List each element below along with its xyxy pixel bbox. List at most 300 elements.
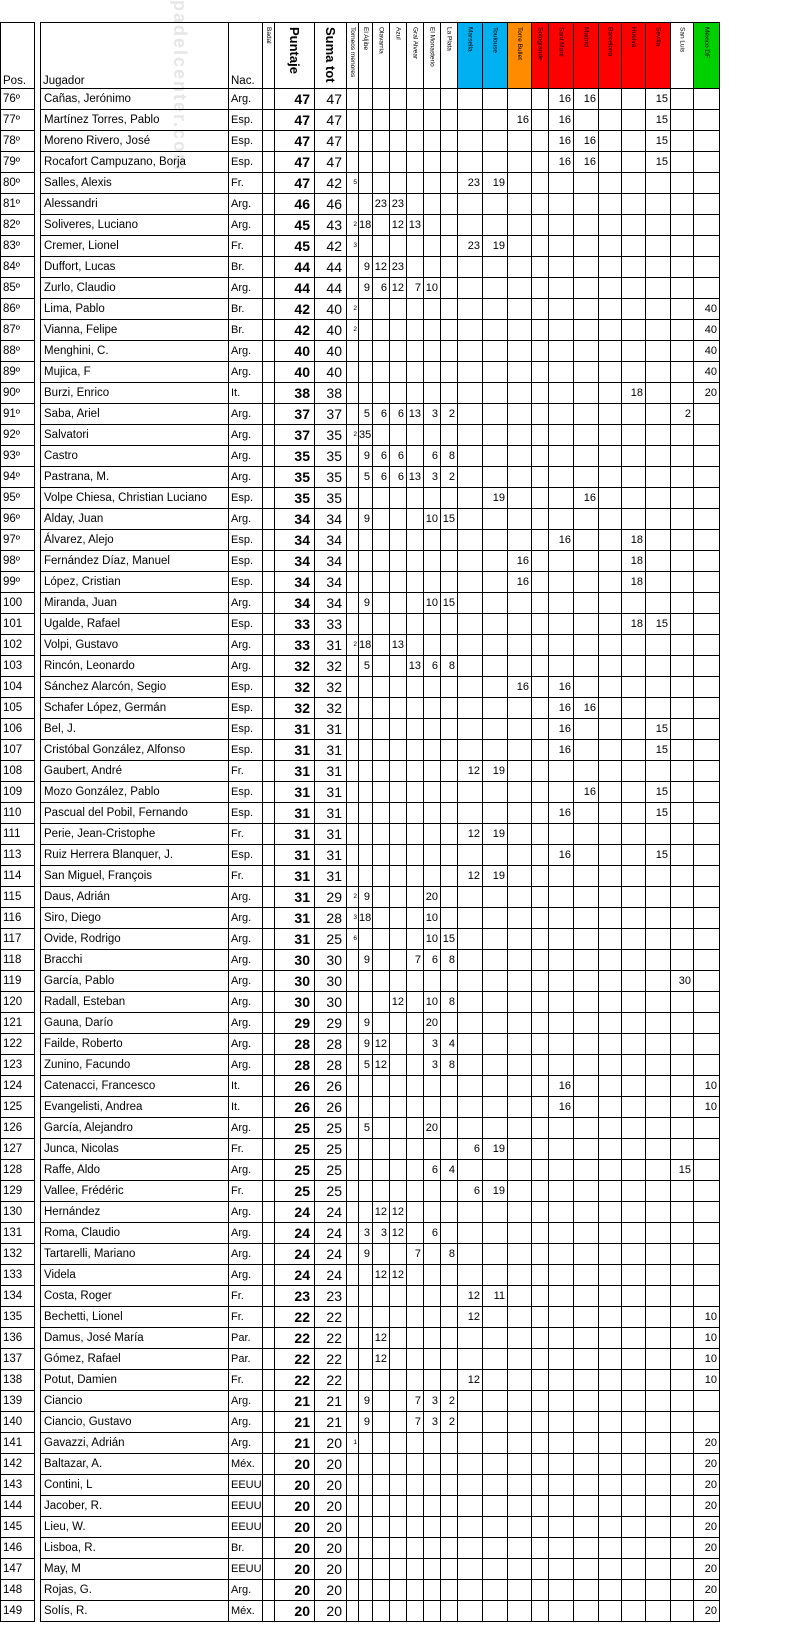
cell-tournament-17 <box>694 173 720 194</box>
cell-puntaje: 20 <box>275 1454 315 1475</box>
cell-tournament-0 <box>347 1391 359 1412</box>
cell-tournament-5 <box>424 803 441 824</box>
cell-tournament-6: 4 <box>441 1160 458 1181</box>
cell-nac: Arg. <box>229 1034 263 1055</box>
cell-tournament-2 <box>373 530 390 551</box>
cell-tournament-15: 15 <box>646 152 671 173</box>
cell-tournament-13 <box>599 1307 622 1328</box>
cell-tournament-10 <box>532 446 549 467</box>
cell-tournament-13 <box>599 194 622 215</box>
cell-tournament-1 <box>359 1307 373 1328</box>
cell-puntaje: 42 <box>275 299 315 320</box>
cell-tournament-7 <box>458 1517 483 1538</box>
cell-tournament-2 <box>373 1097 390 1118</box>
cell-tournament-2: 12 <box>373 1202 390 1223</box>
cell-tournament-8 <box>483 719 508 740</box>
cell-tournament-13 <box>599 929 622 950</box>
cell-jugador: Radall, Esteban <box>41 992 229 1013</box>
cell-nac: Fr. <box>229 173 263 194</box>
cell-tournament-11 <box>549 1391 574 1412</box>
cell-tournament-6: 15 <box>441 509 458 530</box>
cell-tournament-8 <box>483 110 508 131</box>
cell-tournament-12 <box>574 824 599 845</box>
cell-tournament-11 <box>549 614 574 635</box>
cell-tournament-9 <box>508 1307 532 1328</box>
cell-tournament-8: 19 <box>483 173 508 194</box>
cell-tournament-11 <box>549 1517 574 1538</box>
cell-pos: 93º <box>1 446 35 467</box>
cell-tournament-9 <box>508 719 532 740</box>
cell-tournament-6: 2 <box>441 467 458 488</box>
cell-tournament-15 <box>646 1538 671 1559</box>
cell-tournament-6 <box>441 1097 458 1118</box>
cell-tournament-12 <box>574 929 599 950</box>
cell-badg <box>263 1202 275 1223</box>
cell-tournament-5 <box>424 866 441 887</box>
cell-tournament-9 <box>508 1580 532 1601</box>
cell-jugador: Burzi, Enrico <box>41 383 229 404</box>
table-row <box>1 1286 720 1307</box>
cell-tournament-17 <box>694 698 720 719</box>
cell-tournament-13 <box>599 761 622 782</box>
cell-tournament-3 <box>390 131 407 152</box>
cell-nac: Esp. <box>229 698 263 719</box>
cell-tournament-7 <box>458 509 483 530</box>
header-tournament-1: El Aljibe <box>359 23 373 89</box>
cell-jugador: Sánchez Alarcón, Segio <box>41 677 229 698</box>
cell-tournament-7 <box>458 1097 483 1118</box>
table-row <box>1 488 720 509</box>
cell-tournament-16 <box>671 320 694 341</box>
cell-tournament-11: 16 <box>549 152 574 173</box>
cell-tournament-6 <box>441 1286 458 1307</box>
cell-tournament-8 <box>483 1307 508 1328</box>
cell-tournament-7 <box>458 719 483 740</box>
cell-tournament-10 <box>532 908 549 929</box>
cell-tournament-5: 20 <box>424 887 441 908</box>
table-row <box>1 698 720 719</box>
table-row <box>1 257 720 278</box>
cell-tournament-4 <box>407 1223 424 1244</box>
cell-pos: 107 <box>1 740 35 761</box>
cell-tournament-7 <box>458 1160 483 1181</box>
cell-tournament-16 <box>671 698 694 719</box>
cell-tournament-0 <box>347 1538 359 1559</box>
cell-tournament-3 <box>390 887 407 908</box>
cell-puntaje: 31 <box>275 719 315 740</box>
cell-tournament-12 <box>574 887 599 908</box>
cell-suma: 43 <box>315 215 347 236</box>
cell-tournament-7 <box>458 278 483 299</box>
cell-puntaje: 35 <box>275 488 315 509</box>
cell-tournament-6 <box>441 299 458 320</box>
cell-suma: 44 <box>315 257 347 278</box>
cell-tournament-17 <box>694 908 720 929</box>
cell-tournament-3 <box>390 1055 407 1076</box>
table-row <box>1 194 720 215</box>
cell-tournament-6 <box>441 194 458 215</box>
cell-suma: 38 <box>315 383 347 404</box>
cell-tournament-7 <box>458 1013 483 1034</box>
cell-tournament-8 <box>483 551 508 572</box>
cell-tournament-2 <box>373 509 390 530</box>
cell-tournament-10 <box>532 1433 549 1454</box>
cell-badg <box>263 110 275 131</box>
cell-nac: Arg. <box>229 404 263 425</box>
cell-tournament-12 <box>574 1244 599 1265</box>
cell-puntaje: 47 <box>275 152 315 173</box>
cell-tournament-10 <box>532 1118 549 1139</box>
cell-tournament-15 <box>646 1013 671 1034</box>
cell-tournament-1: 9 <box>359 1391 373 1412</box>
cell-nac: Esp. <box>229 131 263 152</box>
cell-tournament-1 <box>359 1433 373 1454</box>
cell-tournament-5 <box>424 1580 441 1601</box>
cell-tournament-10 <box>532 236 549 257</box>
cell-tournament-8 <box>483 635 508 656</box>
cell-puntaje: 22 <box>275 1370 315 1391</box>
cell-puntaje: 37 <box>275 425 315 446</box>
cell-suma: 25 <box>315 929 347 950</box>
cell-tournament-15 <box>646 467 671 488</box>
cell-tournament-12 <box>574 1580 599 1601</box>
table-row <box>1 1559 720 1580</box>
cell-suma: 40 <box>315 341 347 362</box>
cell-tournament-9 <box>508 761 532 782</box>
cell-nac: Fr. <box>229 1307 263 1328</box>
cell-pos: 134 <box>1 1286 35 1307</box>
cell-tournament-3 <box>390 1559 407 1580</box>
cell-tournament-7 <box>458 614 483 635</box>
cell-tournament-4 <box>407 89 424 110</box>
cell-tournament-3 <box>390 698 407 719</box>
cell-tournament-11 <box>549 509 574 530</box>
ranking-table <box>0 22 720 1622</box>
cell-tournament-15 <box>646 887 671 908</box>
cell-tournament-14 <box>622 1013 646 1034</box>
cell-tournament-15 <box>646 698 671 719</box>
cell-tournament-10 <box>532 761 549 782</box>
header-tournament-2: Olavarría <box>373 23 390 89</box>
cell-suma: 25 <box>315 1139 347 1160</box>
cell-tournament-15 <box>646 929 671 950</box>
cell-tournament-13 <box>599 992 622 1013</box>
cell-tournament-0 <box>347 530 359 551</box>
cell-tournament-6 <box>441 1559 458 1580</box>
cell-tournament-4 <box>407 908 424 929</box>
cell-tournament-14 <box>622 782 646 803</box>
cell-tournament-12 <box>574 257 599 278</box>
cell-tournament-3 <box>390 614 407 635</box>
cell-tournament-17 <box>694 278 720 299</box>
cell-tournament-3 <box>390 1181 407 1202</box>
table-row <box>1 866 720 887</box>
cell-tournament-5 <box>424 110 441 131</box>
cell-tournament-17 <box>694 950 720 971</box>
cell-suma: 28 <box>315 1034 347 1055</box>
cell-tournament-11 <box>549 1223 574 1244</box>
cell-puntaje: 23 <box>275 1286 315 1307</box>
cell-tournament-15: 15 <box>646 131 671 152</box>
cell-pos: 145 <box>1 1517 35 1538</box>
cell-tournament-6 <box>441 131 458 152</box>
cell-tournament-3 <box>390 1097 407 1118</box>
cell-pos: 119 <box>1 971 35 992</box>
cell-tournament-3 <box>390 656 407 677</box>
cell-tournament-2 <box>373 698 390 719</box>
cell-tournament-3 <box>390 89 407 110</box>
table-row <box>1 992 720 1013</box>
cell-tournament-9 <box>508 362 532 383</box>
cell-suma: 21 <box>315 1391 347 1412</box>
cell-tournament-16 <box>671 1496 694 1517</box>
cell-tournament-16 <box>671 1559 694 1580</box>
cell-tournament-13 <box>599 1328 622 1349</box>
cell-jugador: Schafer López, Germán <box>41 698 229 719</box>
cell-tournament-7 <box>458 1454 483 1475</box>
cell-jugador: Solís, R. <box>41 1601 229 1622</box>
cell-tournament-16 <box>671 845 694 866</box>
cell-tournament-13 <box>599 173 622 194</box>
cell-tournament-3 <box>390 803 407 824</box>
cell-tournament-15 <box>646 1391 671 1412</box>
header-puntaje: Puntaje <box>275 23 315 89</box>
cell-tournament-5 <box>424 1601 441 1622</box>
cell-tournament-10 <box>532 1328 549 1349</box>
cell-tournament-10 <box>532 1181 549 1202</box>
cell-tournament-0 <box>347 1601 359 1622</box>
cell-tournament-11: 16 <box>549 530 574 551</box>
cell-tournament-1 <box>359 677 373 698</box>
table-row <box>1 761 720 782</box>
cell-tournament-9 <box>508 1160 532 1181</box>
cell-tournament-15 <box>646 971 671 992</box>
cell-tournament-12 <box>574 1181 599 1202</box>
cell-tournament-10 <box>532 1244 549 1265</box>
cell-puntaje: 31 <box>275 887 315 908</box>
cell-tournament-8 <box>483 1076 508 1097</box>
cell-pos: 116 <box>1 908 35 929</box>
cell-tournament-9 <box>508 1244 532 1265</box>
cell-nac: Arg. <box>229 1265 263 1286</box>
cell-tournament-3 <box>390 152 407 173</box>
cell-badg <box>263 1013 275 1034</box>
table-row <box>1 1349 720 1370</box>
cell-tournament-16 <box>671 257 694 278</box>
cell-tournament-0 <box>347 1307 359 1328</box>
cell-tournament-4 <box>407 677 424 698</box>
cell-tournament-1: 9 <box>359 446 373 467</box>
cell-nac: Esp. <box>229 677 263 698</box>
cell-tournament-3: 23 <box>390 257 407 278</box>
cell-tournament-11 <box>549 572 574 593</box>
cell-tournament-0 <box>347 1160 359 1181</box>
cell-pos: 102 <box>1 635 35 656</box>
cell-tournament-1 <box>359 1097 373 1118</box>
cell-tournament-1 <box>359 1286 373 1307</box>
cell-jugador: Evangelisti, Andrea <box>41 1097 229 1118</box>
cell-tournament-5 <box>424 719 441 740</box>
cell-tournament-4 <box>407 803 424 824</box>
cell-tournament-0 <box>347 656 359 677</box>
cell-tournament-12: 16 <box>574 698 599 719</box>
cell-tournament-15 <box>646 824 671 845</box>
cell-tournament-1 <box>359 761 373 782</box>
cell-tournament-3 <box>390 362 407 383</box>
cell-tournament-9 <box>508 215 532 236</box>
cell-jugador: Castro <box>41 446 229 467</box>
cell-pos: 91º <box>1 404 35 425</box>
cell-tournament-12 <box>574 908 599 929</box>
cell-tournament-5: 6 <box>424 656 441 677</box>
cell-suma: 23 <box>315 1286 347 1307</box>
cell-tournament-11 <box>549 1013 574 1034</box>
cell-puntaje: 34 <box>275 551 315 572</box>
cell-tournament-6 <box>441 1370 458 1391</box>
cell-tournament-6 <box>441 488 458 509</box>
cell-suma: 22 <box>315 1328 347 1349</box>
cell-tournament-1: 9 <box>359 1013 373 1034</box>
cell-badg <box>263 236 275 257</box>
cell-tournament-17: 10 <box>694 1349 720 1370</box>
cell-tournament-17 <box>694 719 720 740</box>
cell-tournament-8 <box>483 530 508 551</box>
cell-tournament-0 <box>347 1055 359 1076</box>
cell-tournament-1: 5 <box>359 656 373 677</box>
cell-tournament-0 <box>347 761 359 782</box>
cell-tournament-4 <box>407 992 424 1013</box>
cell-suma: 30 <box>315 950 347 971</box>
cell-tournament-9 <box>508 1055 532 1076</box>
cell-jugador: Vianna, Felipe <box>41 320 229 341</box>
cell-tournament-9 <box>508 1202 532 1223</box>
cell-tournament-11 <box>549 1118 574 1139</box>
cell-tournament-15 <box>646 341 671 362</box>
cell-tournament-13 <box>599 887 622 908</box>
cell-nac: Esp. <box>229 782 263 803</box>
cell-tournament-0 <box>347 1370 359 1391</box>
cell-tournament-6 <box>441 866 458 887</box>
cell-jugador: Vallee, Frédéric <box>41 1181 229 1202</box>
cell-tournament-1: 9 <box>359 950 373 971</box>
cell-puntaje: 28 <box>275 1034 315 1055</box>
cell-tournament-9 <box>508 194 532 215</box>
cell-tournament-13 <box>599 1181 622 1202</box>
cell-suma: 20 <box>315 1601 347 1622</box>
cell-tournament-11 <box>549 908 574 929</box>
cell-tournament-6 <box>441 971 458 992</box>
cell-tournament-9 <box>508 152 532 173</box>
cell-nac: Esp. <box>229 803 263 824</box>
cell-tournament-7 <box>458 299 483 320</box>
cell-tournament-1: 18 <box>359 635 373 656</box>
cell-tournament-11 <box>549 1370 574 1391</box>
cell-tournament-6 <box>441 1307 458 1328</box>
cell-tournament-4 <box>407 1118 424 1139</box>
cell-tournament-4 <box>407 131 424 152</box>
cell-jugador: Salvatori <box>41 425 229 446</box>
cell-nac: Br. <box>229 257 263 278</box>
cell-tournament-7 <box>458 698 483 719</box>
cell-pos: 77º <box>1 110 35 131</box>
cell-tournament-13 <box>599 1076 622 1097</box>
cell-tournament-11 <box>549 992 574 1013</box>
cell-tournament-1 <box>359 530 373 551</box>
cell-tournament-9 <box>508 299 532 320</box>
cell-puntaje: 31 <box>275 761 315 782</box>
cell-tournament-12 <box>574 110 599 131</box>
cell-tournament-7 <box>458 1538 483 1559</box>
cell-tournament-5: 10 <box>424 593 441 614</box>
cell-tournament-5 <box>424 152 441 173</box>
cell-tournament-17: 20 <box>694 383 720 404</box>
cell-tournament-14: 18 <box>622 614 646 635</box>
cell-tournament-7: 12 <box>458 824 483 845</box>
cell-tournament-5 <box>424 677 441 698</box>
cell-jugador: Baltazar, A. <box>41 1454 229 1475</box>
cell-tournament-6 <box>441 1139 458 1160</box>
cell-tournament-7 <box>458 1601 483 1622</box>
cell-puntaje: 33 <box>275 614 315 635</box>
cell-tournament-3 <box>390 1244 407 1265</box>
cell-nac: Esp. <box>229 845 263 866</box>
cell-tournament-15 <box>646 173 671 194</box>
cell-tournament-7 <box>458 656 483 677</box>
cell-tournament-0 <box>347 1076 359 1097</box>
cell-tournament-12 <box>574 1223 599 1244</box>
cell-tournament-17: 20 <box>694 1454 720 1475</box>
cell-tournament-10 <box>532 845 549 866</box>
cell-tournament-15 <box>646 446 671 467</box>
cell-tournament-16 <box>671 215 694 236</box>
cell-pos: 142 <box>1 1454 35 1475</box>
table-row <box>1 950 720 971</box>
cell-tournament-8 <box>483 1097 508 1118</box>
table-row <box>1 89 720 110</box>
cell-pos: 123 <box>1 1055 35 1076</box>
cell-tournament-6 <box>441 845 458 866</box>
cell-tournament-15 <box>646 1265 671 1286</box>
cell-tournament-16 <box>671 1412 694 1433</box>
cell-tournament-11 <box>549 1538 574 1559</box>
cell-tournament-6 <box>441 425 458 446</box>
cell-tournament-3 <box>390 593 407 614</box>
cell-tournament-16 <box>671 1433 694 1454</box>
cell-tournament-14 <box>622 446 646 467</box>
cell-tournament-6: 4 <box>441 1034 458 1055</box>
cell-tournament-17 <box>694 1244 720 1265</box>
cell-tournament-3 <box>390 509 407 530</box>
cell-tournament-15 <box>646 362 671 383</box>
cell-tournament-0 <box>347 719 359 740</box>
cell-tournament-12 <box>574 425 599 446</box>
cell-tournament-8 <box>483 1349 508 1370</box>
cell-tournament-8 <box>483 341 508 362</box>
cell-tournament-14 <box>622 425 646 446</box>
cell-tournament-4 <box>407 362 424 383</box>
cell-badg <box>263 824 275 845</box>
cell-nac: Arg. <box>229 950 263 971</box>
cell-puntaje: 42 <box>275 320 315 341</box>
cell-tournament-16 <box>671 1601 694 1622</box>
cell-tournament-7 <box>458 929 483 950</box>
cell-tournament-14 <box>622 719 646 740</box>
cell-tournament-15 <box>646 194 671 215</box>
cell-tournament-13 <box>599 1265 622 1286</box>
cell-tournament-16 <box>671 299 694 320</box>
cell-tournament-9 <box>508 1013 532 1034</box>
cell-tournament-15 <box>646 215 671 236</box>
